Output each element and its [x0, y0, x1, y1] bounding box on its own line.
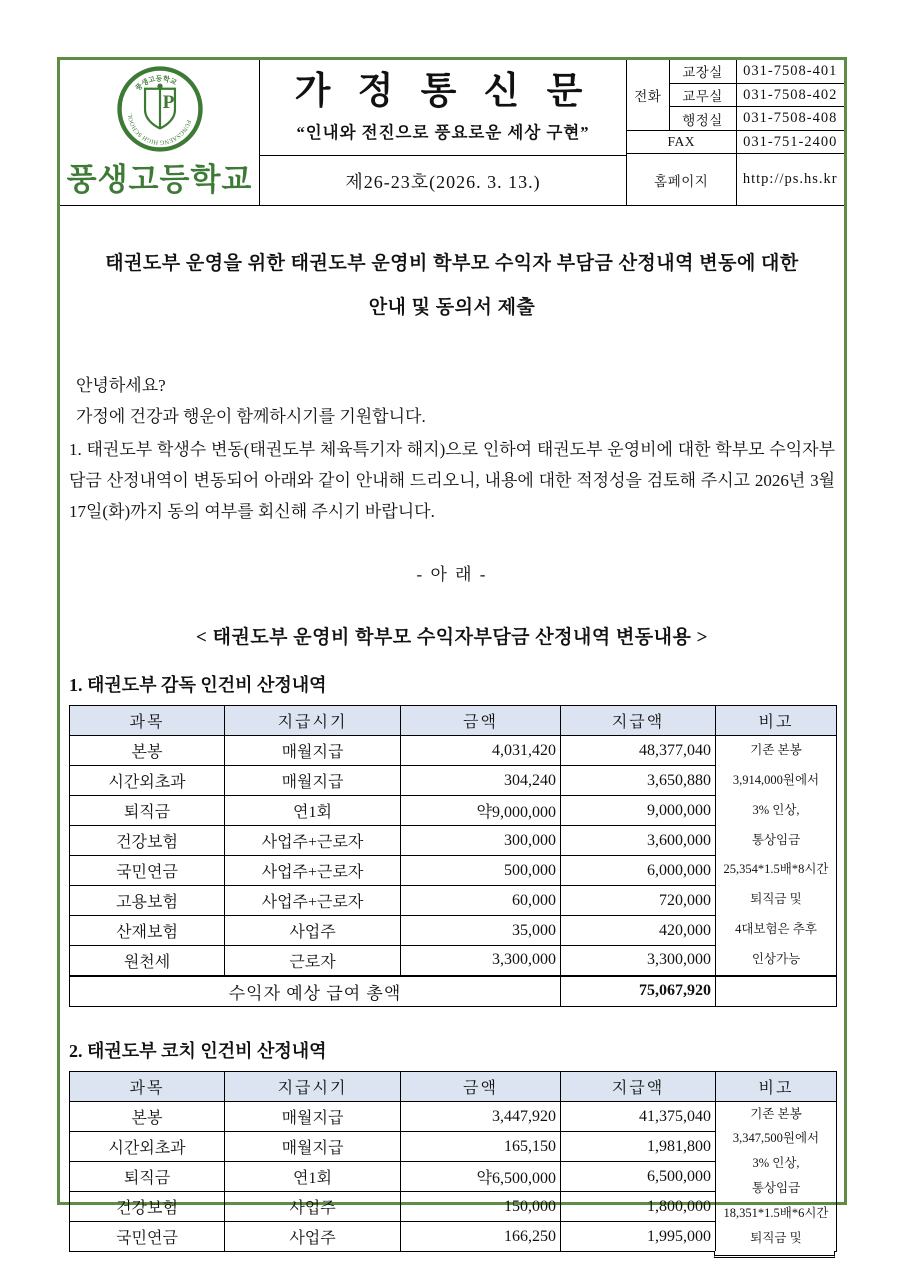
label-cell: 건강보험 [70, 1192, 225, 1222]
contact-info [626, 60, 844, 205]
amount-cell: 3,447,920 [401, 1102, 561, 1132]
note-line: 통상임금 [751, 1181, 801, 1196]
col-header: 지급시기 [225, 706, 401, 736]
note-line: 25,354*1.5배*8시간 [723, 862, 829, 877]
amount-cell: 60,000 [401, 886, 561, 916]
label-cell: 매월지급 [225, 1132, 401, 1162]
table-header-row [70, 706, 837, 736]
note-cell [716, 736, 837, 976]
amount-cell: 150,000 [401, 1192, 561, 1222]
phone-row-value: 031-7508-402 [736, 83, 844, 106]
note-line: 인상가능 [751, 951, 801, 966]
note-line: 퇴직금 및 [750, 892, 802, 907]
school-name: 풍생고등학교 [66, 162, 253, 197]
amount-cell: 300,000 [401, 826, 561, 856]
amount-cell: 3,300,000 [561, 946, 716, 976]
label-cell: 매월지급 [225, 766, 401, 796]
col-header: 지급액 [561, 706, 716, 736]
document-title-line1: 태권도부 운영을 위한 태권도부 운영비 학부모 수익자 부담금 산정내역 변동에 대한 [105, 253, 799, 274]
amount-cell: 6,000,000 [561, 856, 716, 886]
table2-wrap [69, 1071, 836, 1252]
col-header: 금액 [401, 706, 561, 736]
amount-cell: 3,600,000 [561, 826, 716, 856]
amount-cell: 166,250 [401, 1222, 561, 1252]
issue-number: 제26-23호(2026. 3. 13.) [345, 171, 541, 192]
phone-row-value: 031-7508-408 [736, 107, 844, 130]
label-cell: 매월지급 [225, 1102, 401, 1132]
label-cell: 건강보험 [70, 826, 225, 856]
label-cell: 근로자 [225, 946, 401, 976]
newsletter-title-area [260, 60, 626, 156]
school-motto: “인내와 전진으로 풍요로운 세상 구현” [296, 122, 590, 142]
col-header: 비고 [716, 1072, 837, 1102]
table1-wrap [69, 705, 836, 1007]
contact-table [627, 60, 844, 205]
col-header: 지급시기 [225, 1072, 401, 1102]
greeting-line2: 가정에 건강과 행운이 함께하시기를 기원합니다. [76, 407, 426, 427]
svg-text:풍생고등학교: 풍생고등학교 [133, 74, 178, 93]
coach-salary-table-1 [69, 705, 837, 1007]
section-heading: < 태권도부 운영비 학부모 수익자부담금 산정내역 변동내용 > [196, 627, 708, 649]
svg-text:P: P [162, 92, 174, 114]
fax-value: 031-751-2400 [736, 130, 844, 153]
label-cell: 국민연금 [70, 856, 225, 886]
label-cell: 시간외초과 [70, 1132, 225, 1162]
label-cell: 사업주 [225, 1192, 401, 1222]
label-cell: 고용보험 [70, 886, 225, 916]
amount-cell: 35,000 [401, 916, 561, 946]
amount-cell: 1,981,800 [561, 1132, 716, 1162]
col-header: 과목 [70, 1072, 225, 1102]
masthead [60, 60, 844, 206]
amount-cell: 3,300,000 [401, 946, 561, 976]
label-cell: 퇴직금 [70, 1162, 225, 1192]
amount-cell: 304,240 [401, 766, 561, 796]
notice-paragraph: 1. 태권도부 학생수 변동(태권도부 체육특기자 해지)으로 인하여 태권도부 운영비에 대한 학부모 수익자부담금 산정내역이 변동되어 아래와 같이 안내해 드리오니, 내용에 대한 적정성을 검토해 주시고 2026년 3월 17일(화)까지 동의 여부를 회신해 주시기 바랍니다. [69, 440, 835, 522]
label-cell: 연1회 [225, 796, 401, 826]
newsletter-title: 가 정 통 신 문 [294, 71, 592, 113]
table-header-row [70, 1072, 837, 1102]
phone-row-label: 교장실 [669, 60, 736, 83]
note-line: 4대보험은 추후 [735, 922, 817, 937]
amount-cell: 420,000 [561, 916, 716, 946]
table1-title: 1. 태권도부 감독 인건비 산정내역 [69, 675, 327, 696]
greeting-line1: 안녕하세요? [76, 376, 166, 396]
document-title-line2: 안내 및 동의서 제출 [368, 296, 536, 318]
amount-cell: 1,995,000 [561, 1222, 716, 1252]
amount-cell: 720,000 [561, 886, 716, 916]
label-cell: 사업주+근로자 [225, 886, 401, 916]
label-cell: 국민연금 [70, 1222, 225, 1252]
coach-salary-table-2 [69, 1071, 837, 1252]
amount-cell: 9,000,000 [561, 796, 716, 826]
homepage-label: 홈페이지 [627, 154, 736, 205]
masthead-center [260, 60, 626, 205]
phone-row-value: 031-7508-401 [736, 60, 844, 83]
amount-cell: 1,800,000 [561, 1192, 716, 1222]
note-line: 3% 인상, [752, 1156, 800, 1171]
col-header: 비고 [716, 706, 837, 736]
note-line: 통상임금 [751, 832, 801, 847]
amount-cell: 500,000 [401, 856, 561, 886]
col-header: 지급액 [561, 1072, 716, 1102]
col-header: 금액 [401, 1072, 561, 1102]
amount-cell: 4,031,420 [401, 736, 561, 766]
table-row [70, 736, 837, 766]
document-title [69, 242, 835, 329]
amount-cell: 165,150 [401, 1132, 561, 1162]
note-cell [716, 1102, 837, 1252]
amount-cell: 약9,000,000 [401, 796, 561, 826]
document-body [60, 242, 844, 1252]
note-line: 18,351*1.5배*6시간 [723, 1205, 829, 1220]
label-cell: 사업주+근로자 [225, 856, 401, 886]
label-cell: 본봉 [70, 736, 225, 766]
summary-note-empty [716, 976, 837, 1007]
note-line: 3,914,000원에서 [732, 772, 820, 787]
label-cell: 퇴직금 [70, 796, 225, 826]
amount-cell: 약6,500,000 [401, 1162, 561, 1192]
summary-label: 수익자 예상 급여 총액 [70, 976, 561, 1007]
document-page [57, 57, 847, 1248]
summary-total: 75,067,920 [561, 976, 716, 1007]
label-cell: 시간외초과 [70, 766, 225, 796]
label-cell: 사업주 [225, 1222, 401, 1252]
amount-cell: 3,650,880 [561, 766, 716, 796]
note-line: 퇴직금 및 [750, 1230, 802, 1245]
label-cell: 사업주 [225, 916, 401, 946]
summary-row [70, 976, 837, 1007]
below-marker: - 아 래 - [416, 565, 488, 585]
label-cell: 원천세 [70, 946, 225, 976]
phone-row-label: 교무실 [669, 83, 736, 106]
amount-cell: 48,377,040 [561, 736, 716, 766]
label-cell: 사업주+근로자 [225, 826, 401, 856]
amount-cell: 41,375,040 [561, 1102, 716, 1132]
table2-title: 2. 태권도부 코치 인건비 산정내역 [69, 1041, 327, 1062]
label-cell: 매월지급 [225, 736, 401, 766]
phone-label: 전화 [627, 60, 669, 130]
note-line: 3% 인상, [752, 802, 800, 817]
label-cell: 본봉 [70, 1102, 225, 1132]
school-logo-icon [116, 65, 204, 153]
note-line: 기존 본봉 [750, 743, 802, 758]
col-header: 과목 [70, 706, 225, 736]
label-cell: 연1회 [225, 1162, 401, 1192]
label-cell: 산재보험 [70, 916, 225, 946]
homepage-value: http://ps.hs.kr [736, 154, 844, 205]
table-row [70, 1102, 837, 1132]
svg-text:PUNGSAENG HIGH SCHOOL: PUNGSAENG HIGH SCHOOL [127, 113, 191, 145]
note-line: 3,347,500원에서 [732, 1131, 820, 1146]
note-line: 기존 본봉 [750, 1106, 802, 1121]
intro-paragraphs [69, 371, 835, 528]
fax-label: FAX [627, 130, 736, 153]
amount-cell: 6,500,000 [561, 1162, 716, 1192]
school-identity [60, 60, 260, 205]
phone-row-label: 행정실 [669, 107, 736, 130]
note-continuation-mark [714, 1251, 835, 1258]
